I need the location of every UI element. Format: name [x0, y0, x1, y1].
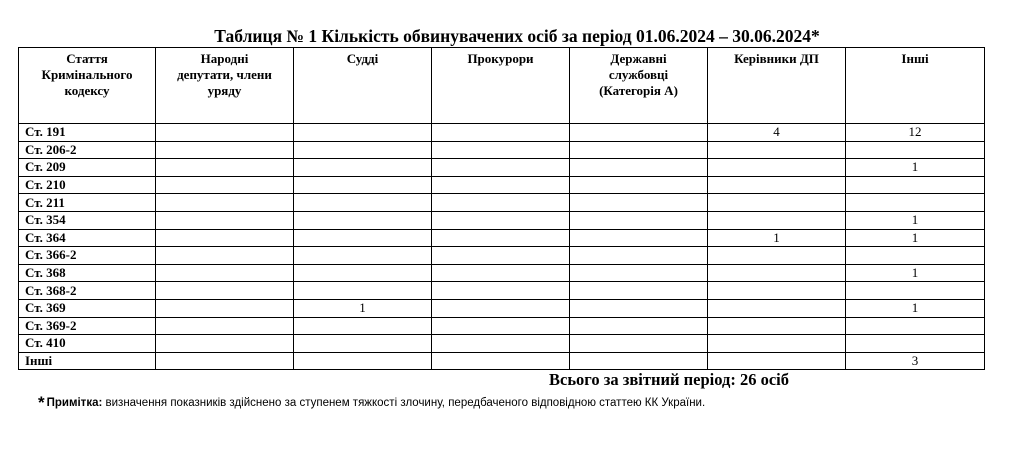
count-cell	[708, 194, 846, 212]
column-header-line: службовці	[608, 67, 669, 82]
count-cell	[570, 282, 708, 300]
column-header	[156, 48, 294, 124]
count-cell	[432, 335, 570, 353]
column-header-line: Керівники ДП	[734, 51, 819, 66]
count-cell	[570, 317, 708, 335]
column-header	[570, 48, 708, 124]
column-header-line: Стаття	[66, 51, 108, 66]
count-cell	[708, 247, 846, 265]
count-cell	[156, 141, 294, 159]
article-cell: Ст. 410	[19, 335, 156, 353]
count-cell	[432, 317, 570, 335]
count-cell	[708, 282, 846, 300]
count-cell	[432, 159, 570, 177]
column-header-line: Державні	[610, 51, 667, 66]
count-cell	[708, 159, 846, 177]
column-header	[846, 48, 985, 124]
footnote-star: *	[38, 393, 45, 412]
count-cell	[294, 264, 432, 282]
count-cell	[294, 159, 432, 177]
count-cell	[294, 194, 432, 212]
count-cell	[156, 159, 294, 177]
count-cell	[432, 176, 570, 194]
count-cell	[708, 264, 846, 282]
count-cell	[846, 335, 985, 353]
count-cell	[432, 194, 570, 212]
column-header-line: Народні	[200, 51, 249, 66]
column-header-line: Судді	[346, 51, 379, 66]
count-cell	[570, 264, 708, 282]
count-cell	[294, 335, 432, 353]
count-cell: 1	[294, 299, 432, 317]
table-row	[19, 141, 985, 159]
article-cell: Ст. 364	[19, 229, 156, 247]
count-cell	[156, 282, 294, 300]
table-row	[19, 299, 985, 317]
count-cell	[294, 211, 432, 229]
column-header-line: Кримінального	[41, 67, 133, 82]
count-cell	[570, 124, 708, 142]
table-row	[19, 159, 985, 177]
count-cell	[432, 247, 570, 265]
column-header	[432, 48, 570, 124]
count-cell	[294, 247, 432, 265]
footnote-text: визначення показників здійснено за ступенем тяжкості злочину, передбаченого відповідною статтею КК України.	[102, 397, 706, 409]
count-cell	[708, 176, 846, 194]
count-cell	[156, 299, 294, 317]
table-row	[19, 352, 985, 370]
table-body	[19, 124, 985, 370]
article-cell: Ст. 368-2	[19, 282, 156, 300]
article-cell: Ст. 191	[19, 124, 156, 142]
count-cell	[708, 335, 846, 353]
count-cell	[846, 141, 985, 159]
count-cell: 4	[708, 124, 846, 142]
column-header-line: (Категорія А)	[599, 83, 678, 98]
count-cell	[294, 141, 432, 159]
count-cell	[294, 229, 432, 247]
footnote-label: Примітка:	[46, 397, 103, 409]
count-cell: 1	[708, 229, 846, 247]
article-cell: Ст. 369	[19, 299, 156, 317]
total-summary: Всього за звітний період: 26 осіб	[549, 370, 790, 389]
count-cell	[294, 352, 432, 370]
count-cell	[294, 317, 432, 335]
count-cell	[570, 247, 708, 265]
table-row	[19, 229, 985, 247]
count-cell: 1	[846, 264, 985, 282]
count-cell: 1	[846, 299, 985, 317]
table-row	[19, 194, 985, 212]
count-cell	[156, 194, 294, 212]
count-cell: 1	[846, 211, 985, 229]
table-header-row	[19, 48, 985, 124]
count-cell	[846, 247, 985, 265]
count-cell	[708, 317, 846, 335]
count-cell	[846, 317, 985, 335]
count-cell	[570, 176, 708, 194]
count-cell	[570, 352, 708, 370]
count-cell	[294, 176, 432, 194]
footnote	[38, 394, 705, 412]
count-cell	[846, 282, 985, 300]
count-cell: 1	[846, 229, 985, 247]
column-header-line: кодексу	[64, 83, 110, 98]
table-row	[19, 211, 985, 229]
table-row	[19, 264, 985, 282]
count-cell	[156, 335, 294, 353]
article-cell: Ст. 206-2	[19, 141, 156, 159]
column-header	[19, 48, 156, 124]
article-cell: Ст. 210	[19, 176, 156, 194]
count-cell	[570, 335, 708, 353]
table-title: Таблиця № 1 Кількість обвинувачених осіб за період 01.06.2024 – 30.06.2024*	[214, 26, 820, 46]
article-cell: Ст. 211	[19, 194, 156, 212]
table-row	[19, 317, 985, 335]
column-header	[294, 48, 432, 124]
count-cell	[708, 352, 846, 370]
article-cell: Ст. 209	[19, 159, 156, 177]
table-row	[19, 247, 985, 265]
column-header-line: Інші	[901, 51, 929, 66]
count-cell: 12	[846, 124, 985, 142]
count-cell	[156, 317, 294, 335]
count-cell	[570, 229, 708, 247]
article-cell: Інші	[19, 352, 156, 370]
article-cell: Ст. 354	[19, 211, 156, 229]
column-header-line: уряду	[207, 83, 242, 98]
count-cell: 1	[846, 159, 985, 177]
count-cell	[432, 352, 570, 370]
count-cell: 3	[846, 352, 985, 370]
article-cell: Ст. 366-2	[19, 247, 156, 265]
column-header	[708, 48, 846, 124]
count-cell	[432, 211, 570, 229]
count-cell	[432, 141, 570, 159]
count-cell	[846, 176, 985, 194]
column-header-line: депутати, члени	[177, 67, 272, 82]
count-cell	[432, 299, 570, 317]
count-cell	[432, 124, 570, 142]
count-cell	[294, 124, 432, 142]
accused-persons-table	[18, 47, 985, 370]
count-cell	[570, 159, 708, 177]
column-header-line: Прокурори	[467, 51, 534, 66]
count-cell	[432, 264, 570, 282]
count-cell	[570, 299, 708, 317]
count-cell	[156, 229, 294, 247]
count-cell	[156, 264, 294, 282]
count-cell	[570, 141, 708, 159]
count-cell	[570, 211, 708, 229]
article-cell: Ст. 368	[19, 264, 156, 282]
table-row	[19, 176, 985, 194]
count-cell	[294, 282, 432, 300]
count-cell	[156, 247, 294, 265]
count-cell	[708, 299, 846, 317]
table-row	[19, 282, 985, 300]
count-cell	[708, 141, 846, 159]
article-cell: Ст. 369-2	[19, 317, 156, 335]
count-cell	[156, 124, 294, 142]
count-cell	[708, 211, 846, 229]
count-cell	[432, 229, 570, 247]
count-cell	[156, 352, 294, 370]
count-cell	[570, 194, 708, 212]
count-cell	[432, 282, 570, 300]
table-row	[19, 124, 985, 142]
table-row	[19, 335, 985, 353]
count-cell	[156, 176, 294, 194]
count-cell	[156, 211, 294, 229]
count-cell	[846, 194, 985, 212]
